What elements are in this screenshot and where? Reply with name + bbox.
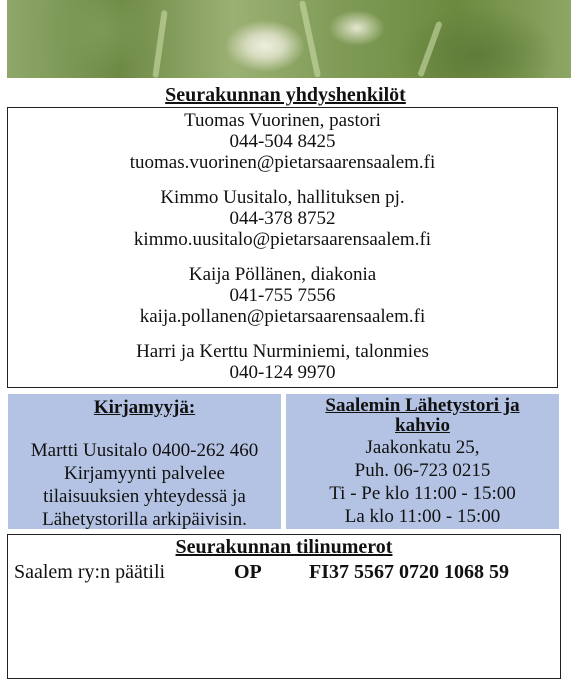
contact-email[interactable]: tuomas.vuorinen@pietarsaarensaalem.fi <box>129 152 436 173</box>
bookseller-contact: Martti Uusitalo 0400-262 460 <box>30 440 259 461</box>
mission-shop-box <box>286 394 559 529</box>
contact-phone: 040-124 9970 <box>229 362 336 383</box>
bookseller-box <box>8 394 281 529</box>
mission-shop-title-line: kahvio <box>395 415 450 436</box>
mission-shop-hours-saturday: La klo 11:00 - 15:00 <box>344 506 501 527</box>
contact-phone: 044-378 8752 <box>229 208 336 229</box>
bookseller-title: Kirjamyyjä: <box>93 397 196 418</box>
accounts-title: Seurakunnan tilinumerot <box>175 536 393 558</box>
mission-shop-phone: Puh. 06-723 0215 <box>354 460 491 481</box>
bookseller-text: tilaisuuksien yhteydessä ja <box>43 486 246 507</box>
accounts-box <box>7 534 561 679</box>
contact-phone: 041-755 7556 <box>229 285 336 306</box>
account-bank: OP <box>234 561 262 583</box>
contact-email[interactable]: kimmo.uusitalo@pietarsaarensaalem.fi <box>133 229 432 250</box>
mission-shop-title <box>286 396 559 436</box>
account-label: Saalem ry:n päätili <box>14 561 166 583</box>
contacts-box <box>7 107 558 388</box>
mission-shop-title-line: Saalemin Lähetystori ja <box>325 395 520 416</box>
mission-shop-hours-weekdays: Ti - Pe klo 11:00 - 15:00 <box>329 483 516 504</box>
contact-name-role: Kaija Pöllänen, diakonia <box>188 264 377 285</box>
contact-card <box>8 341 557 383</box>
contact-phone: 044-504 8425 <box>229 131 336 152</box>
account-iban: FI37 5567 0720 1068 59 <box>309 561 509 583</box>
mission-shop-address: Jaakonkatu 25, <box>365 437 480 458</box>
contact-email[interactable]: kaija.pollanen@pietarsaarensaalem.fi <box>139 306 426 327</box>
header-photo <box>7 0 571 78</box>
contact-name-role: Harri ja Kerttu Nurminiemi, talonmies <box>136 341 429 362</box>
bookseller-text: Lähetystorilla arkipäivisin. <box>42 509 247 530</box>
contact-card <box>8 110 557 173</box>
contact-card <box>8 264 557 327</box>
contacts-title: Seurakunnan yhdyshenkilöt <box>165 84 406 106</box>
contact-card <box>8 187 557 250</box>
bookseller-text: Kirjamyynti palvelee <box>64 463 225 484</box>
contact-name-role: Tuomas Vuorinen, pastori <box>184 110 381 131</box>
account-row <box>8 561 560 585</box>
contact-name-role: Kimmo Uusitalo, hallituksen pj. <box>160 187 405 208</box>
